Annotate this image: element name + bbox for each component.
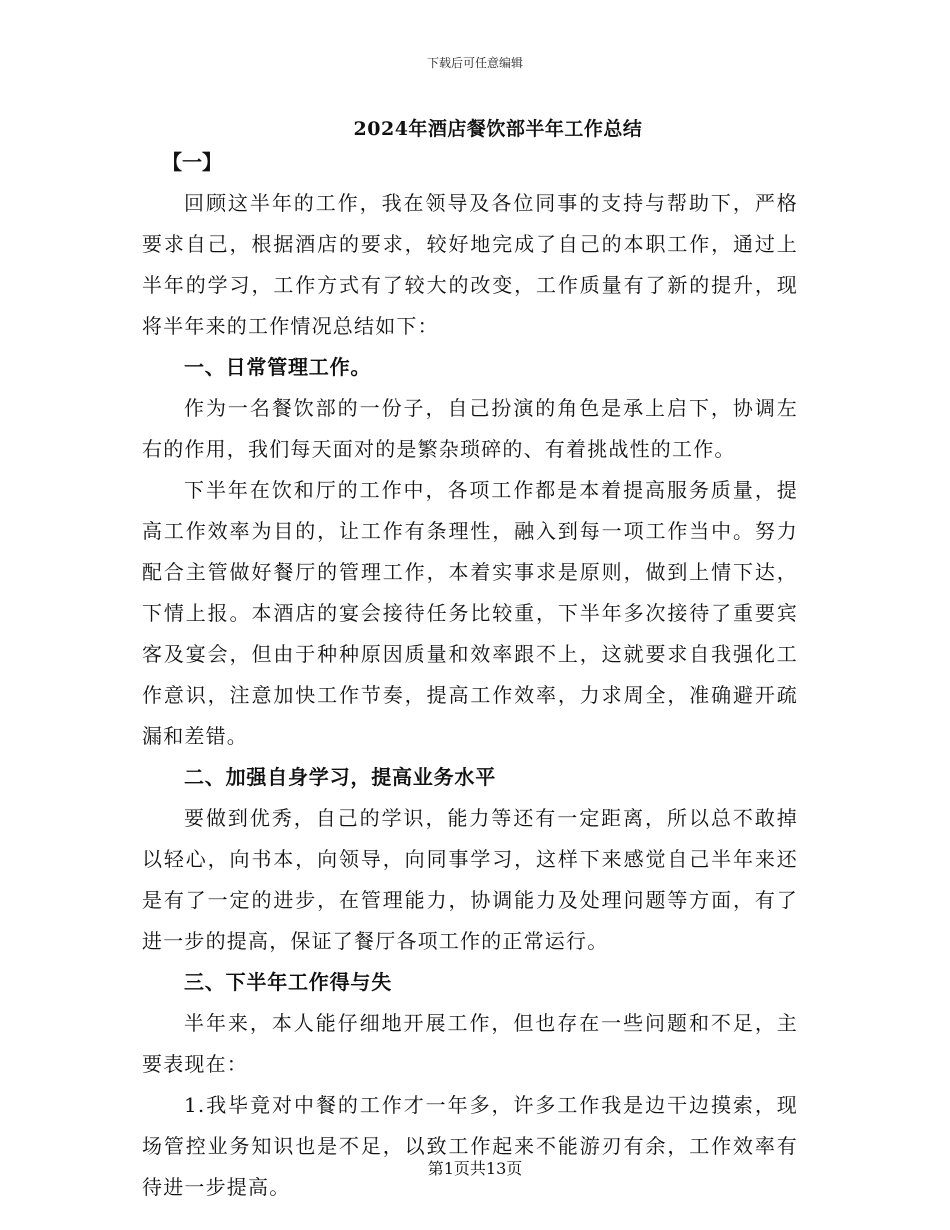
paragraph-role: 作为一名餐饮部的一份子，自己扮演的角色是承上启下，协调左右的作用，我们每天面对的是繁杂琐碎的、有着挑战性的工作。	[142, 396, 798, 461]
document-title: 2024年酒店餐饮部半年工作总结	[353, 118, 643, 140]
heading-daily-management: 一、日常管理工作。	[184, 355, 372, 379]
paragraph-study: 要做到优秀，自己的学识，能力等还有一定距离，所以总不敢掉以轻心，向书本，向领导，向同事学习，这样下来感觉自己半年来还是有了一定的进步，在管理能力，协调能力及处理问题等方面，有了进一步的提高，保证了餐厅各项工作的正常运行。	[142, 806, 798, 953]
document-body	[142, 142, 798, 1208]
paragraph-work-details: 下半年在饮和厅的工作中，各项工作都是本着提高服务质量，提高工作效率为目的，让工作有条理性，融入到每一项工作当中。努力配合主管做好餐厅的管理工作，本着实事求是原则，做到上情下达，下情上报。本酒店的宴会接待任务比较重，下半年多次接待了重要宾客及宴会，但由于种种原因质量和效率跟不上，这就要求自我强化工作意识，注意加快工作节奏，提高工作效率，力求周全，准确避开疏漏和差错。	[142, 478, 798, 748]
heading-self-study: 二、加强自身学习，提高业务水平	[184, 765, 496, 789]
section-mark: 【一】	[162, 150, 222, 174]
paragraph-issues: 半年来，本人能仔细地开展工作，但也存在一些问题和不足，主要表现在：	[142, 1011, 798, 1076]
heading-gains-losses: 三、下半年工作得与失	[184, 970, 392, 994]
page-footer: 第1页共13页	[427, 1159, 523, 1178]
paragraph-item-1: 1.我毕竟对中餐的工作才一年多，许多工作我是边干边摸索，现场管控业务知识也是不足，以致工作起来不能游刃有余，工作效率有待进一步提高。	[142, 1093, 798, 1199]
paragraph-intro: 回顾这半年的工作，我在领导及各位同事的支持与帮助下，严格要求自己，根据酒店的要求，较好地完成了自己的本职工作，通过上半年的学习，工作方式有了较大的改变，工作质量有了新的提升，现将半年来的工作情况总结如下：	[142, 191, 798, 338]
header-note: 下载后可任意编辑	[426, 56, 523, 70]
